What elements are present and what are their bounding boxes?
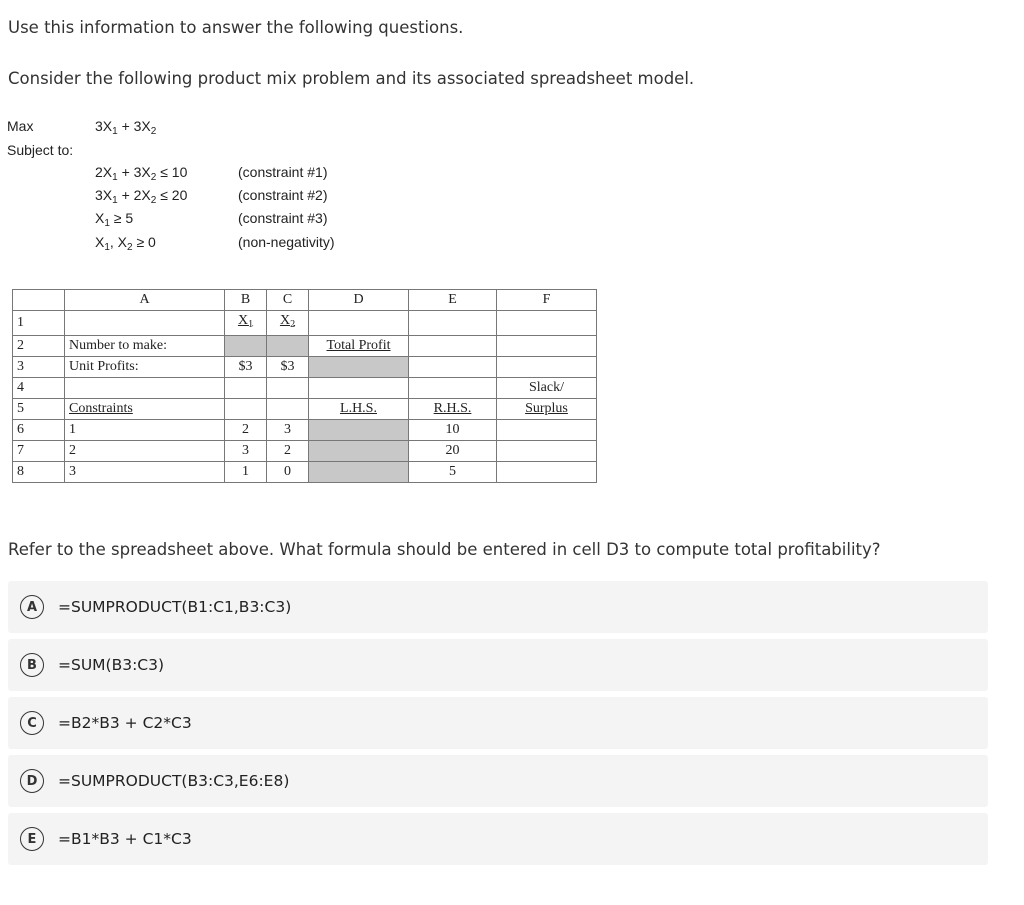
cell-e8: 5 (409, 462, 497, 483)
row-3 (13, 357, 597, 378)
intro-text: Use this information to answer the following questions. (8, 18, 464, 37)
constraint-1-expr: $2X_1 + 3X_2 \le 10$ (95, 164, 188, 183)
constraint-1-note: (constraint #1) (238, 164, 328, 180)
option-e[interactable] (8, 813, 988, 865)
option-text-b: =SUM(B3:C3) (58, 656, 165, 674)
col-header-a: A (65, 290, 225, 311)
cell-d8 (309, 462, 409, 483)
non-negativity-expr: $X_1$, $X_2 \ge 0$ (95, 234, 156, 253)
cell-c2 (267, 336, 309, 357)
option-letter-c: C (20, 711, 44, 735)
option-d[interactable] (8, 755, 988, 807)
cell-c7: 2 (267, 441, 309, 462)
subject-to-label: Subject to: (7, 142, 74, 158)
cell-c1: $X_2$ (267, 311, 309, 336)
cell-a7: 2 (65, 441, 225, 462)
corner-cell (13, 290, 65, 311)
col-header-e: E (409, 290, 497, 311)
constraint-3-expr: $X_1 \ge 5$ (95, 210, 134, 229)
cell-a6: 1 (65, 420, 225, 441)
col-header-d: D (309, 290, 409, 311)
cell-f5: Surplus (497, 399, 597, 420)
row-8 (13, 462, 597, 483)
row-5 (13, 399, 597, 420)
row-number: 2 (13, 336, 65, 357)
row-number: 7 (13, 441, 65, 462)
cell-a2: Number to make: (65, 336, 225, 357)
cell-b8: 1 (225, 462, 267, 483)
row-number: 3 (13, 357, 65, 378)
cell-d2: Total Profit (309, 336, 409, 357)
option-text-a: =SUMPRODUCT(B1:C1,B3:C3) (58, 598, 292, 616)
cell-b3: $3 (225, 357, 267, 378)
option-b[interactable] (8, 639, 988, 691)
row-6 (13, 420, 597, 441)
cell-d6 (309, 420, 409, 441)
cell-b7: 3 (225, 441, 267, 462)
row-number: 8 (13, 462, 65, 483)
spreadsheet-model (12, 289, 597, 483)
problem-intro: Consider the following product mix problem and its associated spreadsheet model. (8, 69, 695, 88)
option-letter-a: A (20, 595, 44, 619)
option-text-d: =SUMPRODUCT(B3:C3,E6:E8) (58, 772, 290, 790)
option-letter-d: D (20, 769, 44, 793)
cell-d7 (309, 441, 409, 462)
cell-a3: Unit Profits: (65, 357, 225, 378)
cell-e7: 20 (409, 441, 497, 462)
cell-b6: 2 (225, 420, 267, 441)
row-number: 4 (13, 378, 65, 399)
cell-d5: L.H.S. (309, 399, 409, 420)
constraint-3-note: (constraint #3) (238, 210, 328, 226)
cell-a5: Constraints (65, 399, 225, 420)
cell-b2 (225, 336, 267, 357)
option-letter-e: E (20, 827, 44, 851)
option-text-e: =B1*B3 + C1*C3 (58, 830, 192, 848)
max-label: Max (7, 118, 34, 134)
cell-c6: 3 (267, 420, 309, 441)
option-c[interactable] (8, 697, 988, 749)
cell-c8: 0 (267, 462, 309, 483)
header-row (13, 290, 597, 311)
cell-d3 (309, 357, 409, 378)
question-text: Refer to the spreadsheet above. What formula should be entered in cell D3 to compute total profitability? (8, 540, 881, 559)
option-a[interactable] (8, 581, 988, 633)
row-2 (13, 336, 597, 357)
cell-a8: 3 (65, 462, 225, 483)
col-header-b: B (225, 290, 267, 311)
objective-function: $3X_1 + 3X_2$ (95, 118, 157, 137)
col-header-f: F (497, 290, 597, 311)
col-header-c: C (267, 290, 309, 311)
row-1 (13, 311, 597, 336)
row-number: 1 (13, 311, 65, 336)
cell-b1: $X_1$ (225, 311, 267, 336)
row-number: 5 (13, 399, 65, 420)
row-number: 6 (13, 420, 65, 441)
constraint-2-note: (constraint #2) (238, 187, 328, 203)
row-7 (13, 441, 597, 462)
cell-f4: Slack/ (497, 378, 597, 399)
cell-c3: $3 (267, 357, 309, 378)
row-4 (13, 378, 597, 399)
constraint-2-expr: $3X_1 + 2X_2 \le 20$ (95, 187, 188, 206)
cell-e6: 10 (409, 420, 497, 441)
option-letter-b: B (20, 653, 44, 677)
non-negativity-note: (non-negativity) (238, 234, 335, 250)
option-text-c: =B2*B3 + C2*C3 (58, 714, 192, 732)
cell-e5: R.H.S. (409, 399, 497, 420)
